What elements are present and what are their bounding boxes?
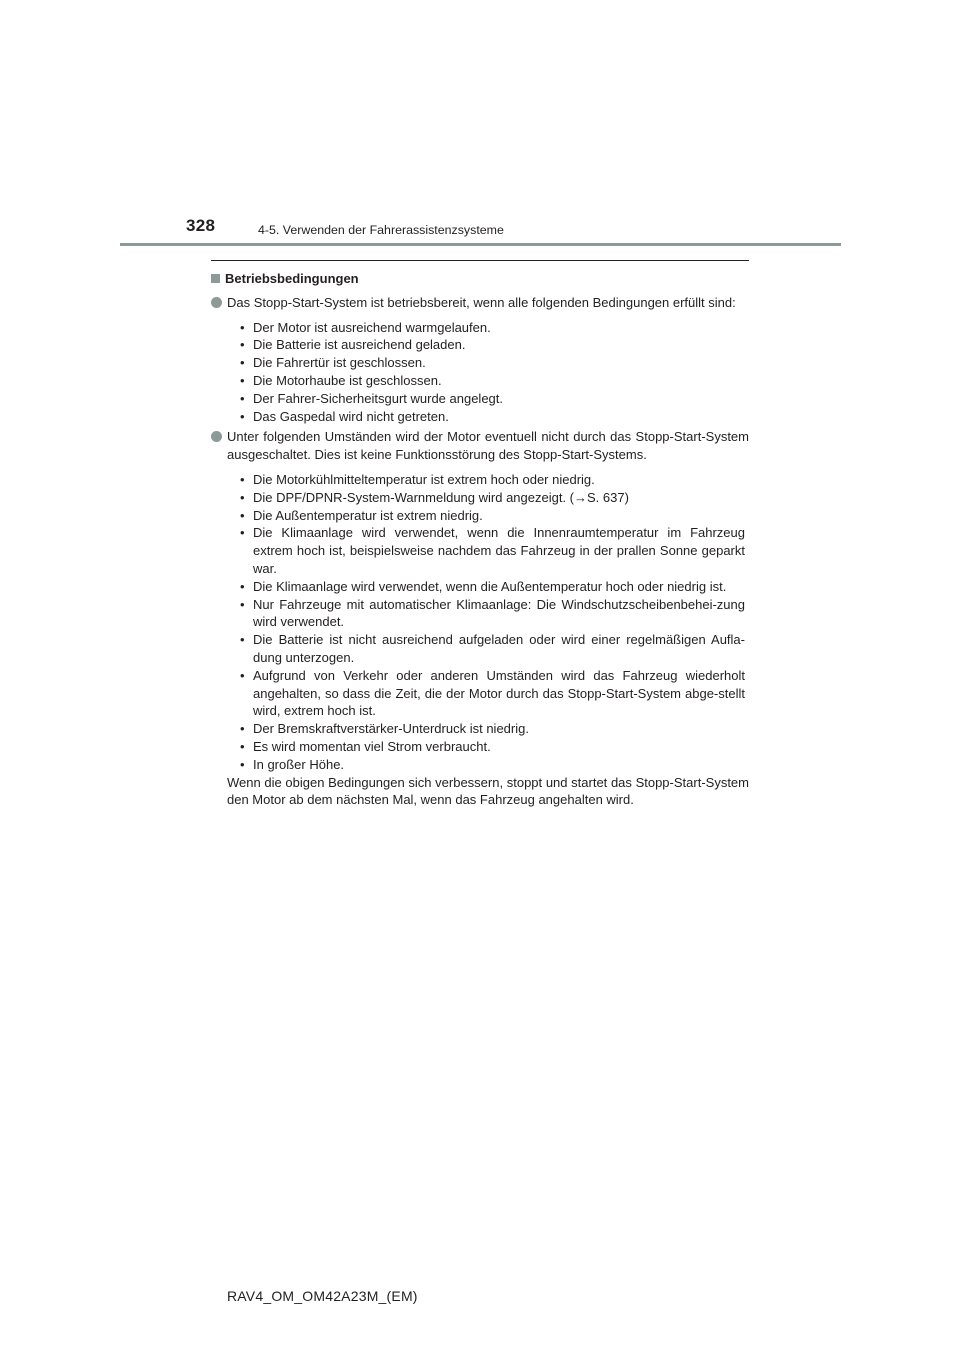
- list-item: • Die Klimaanlage wird verwendet, wenn die Innenraumtemperatur im Fahrzeug extrem hoch ist, beispielsweise nachdem das Fahrzeug in der prallen Sonne geparkt war.: [240, 525, 745, 576]
- operating-conditions-list: [211, 319, 749, 426]
- list-item: • Das Gaspedal wird nicht getreten.: [240, 408, 449, 424]
- content-body: [211, 270, 749, 809]
- subsection-heading: [211, 270, 749, 288]
- exception-intro-text: Unter folgenden Umständen wird der Motor eventuell nicht durch das Stopp-Start-System ausgeschaltet. Dies ist keine Funktionsstörung des Stopp-Start-Systems.: [227, 429, 749, 463]
- heading-text: Betriebsbedingungen: [225, 271, 359, 286]
- condition-intro-text: Das Stopp-Start-System ist betriebsbereit, wenn alle folgenden Bedingungen erfüllt sind:: [227, 294, 736, 310]
- section-title: 4-5. Verwenden der Fahrerassistenzsysteme: [258, 223, 504, 237]
- list-item: • Die DPF/DPNR-System-Warnmeldung wird angezeigt. (→S. 637): [240, 489, 629, 505]
- square-bullet-icon: [211, 274, 220, 283]
- list-item: • Der Fahrer-Sicherheitsgurt wurde angelegt.: [240, 390, 504, 406]
- list-item: • Der Motor ist ausreichend warmgelaufen.: [240, 319, 491, 335]
- section-divider: [211, 260, 749, 261]
- circle-bullet-icon: [211, 431, 222, 442]
- page-number: 328: [186, 216, 216, 235]
- list-item: • In großer Höhe.: [240, 756, 345, 772]
- document-code: RAV4_OM_OM42A23M_(EM): [227, 1288, 418, 1304]
- closing-paragraph: Wenn die obigen Bedingungen sich verbessern, stoppt und startet das Stopp-Start-System den Motor ab dem nächsten Mal, wenn das Fahrzeug angehalten wird.: [227, 774, 749, 808]
- list-item: • Die Batterie ist ausreichend geladen.: [240, 337, 466, 353]
- list-item: • Es wird momentan viel Strom verbraucht.: [240, 738, 491, 754]
- condition-intro: [211, 294, 749, 312]
- list-item: • Nur Fahrzeuge mit automatischer Klimaanlage: Die Windschutzscheibenbehei-zung wird verwendet.: [240, 596, 745, 630]
- list-item: • Die Fahrertür ist geschlossen.: [240, 355, 426, 371]
- exception-conditions-list: [211, 471, 749, 774]
- list-item: • Die Klimaanlage wird verwendet, wenn die Außentemperatur hoch oder niedrig ist.: [240, 578, 727, 594]
- list-item: • Die Batterie ist nicht ausreichend aufgeladen oder wird einer regelmäßigen Aufla-dung unterzogen.: [240, 632, 745, 665]
- list-item: • Aufgrund von Verkehr oder anderen Umständen wird das Fahrzeug wiederholt angehalten, so dass die Zeit, die der Motor durch das Stopp-Start-System abge-stellt wird, extrem hoch ist.: [240, 667, 745, 719]
- exception-intro: [211, 428, 749, 464]
- circle-bullet-icon: [211, 297, 222, 308]
- header-rule: [120, 243, 841, 246]
- list-item: • Die Außentemperatur ist extrem niedrig.: [240, 507, 483, 523]
- list-item: • Der Bremskraftverstärker-Unterdruck ist niedrig.: [240, 721, 529, 737]
- list-item: • Die Motorhaube ist geschlossen.: [240, 372, 442, 388]
- list-item: • Die Motorkühlmitteltemperatur ist extrem hoch oder niedrig.: [240, 471, 595, 487]
